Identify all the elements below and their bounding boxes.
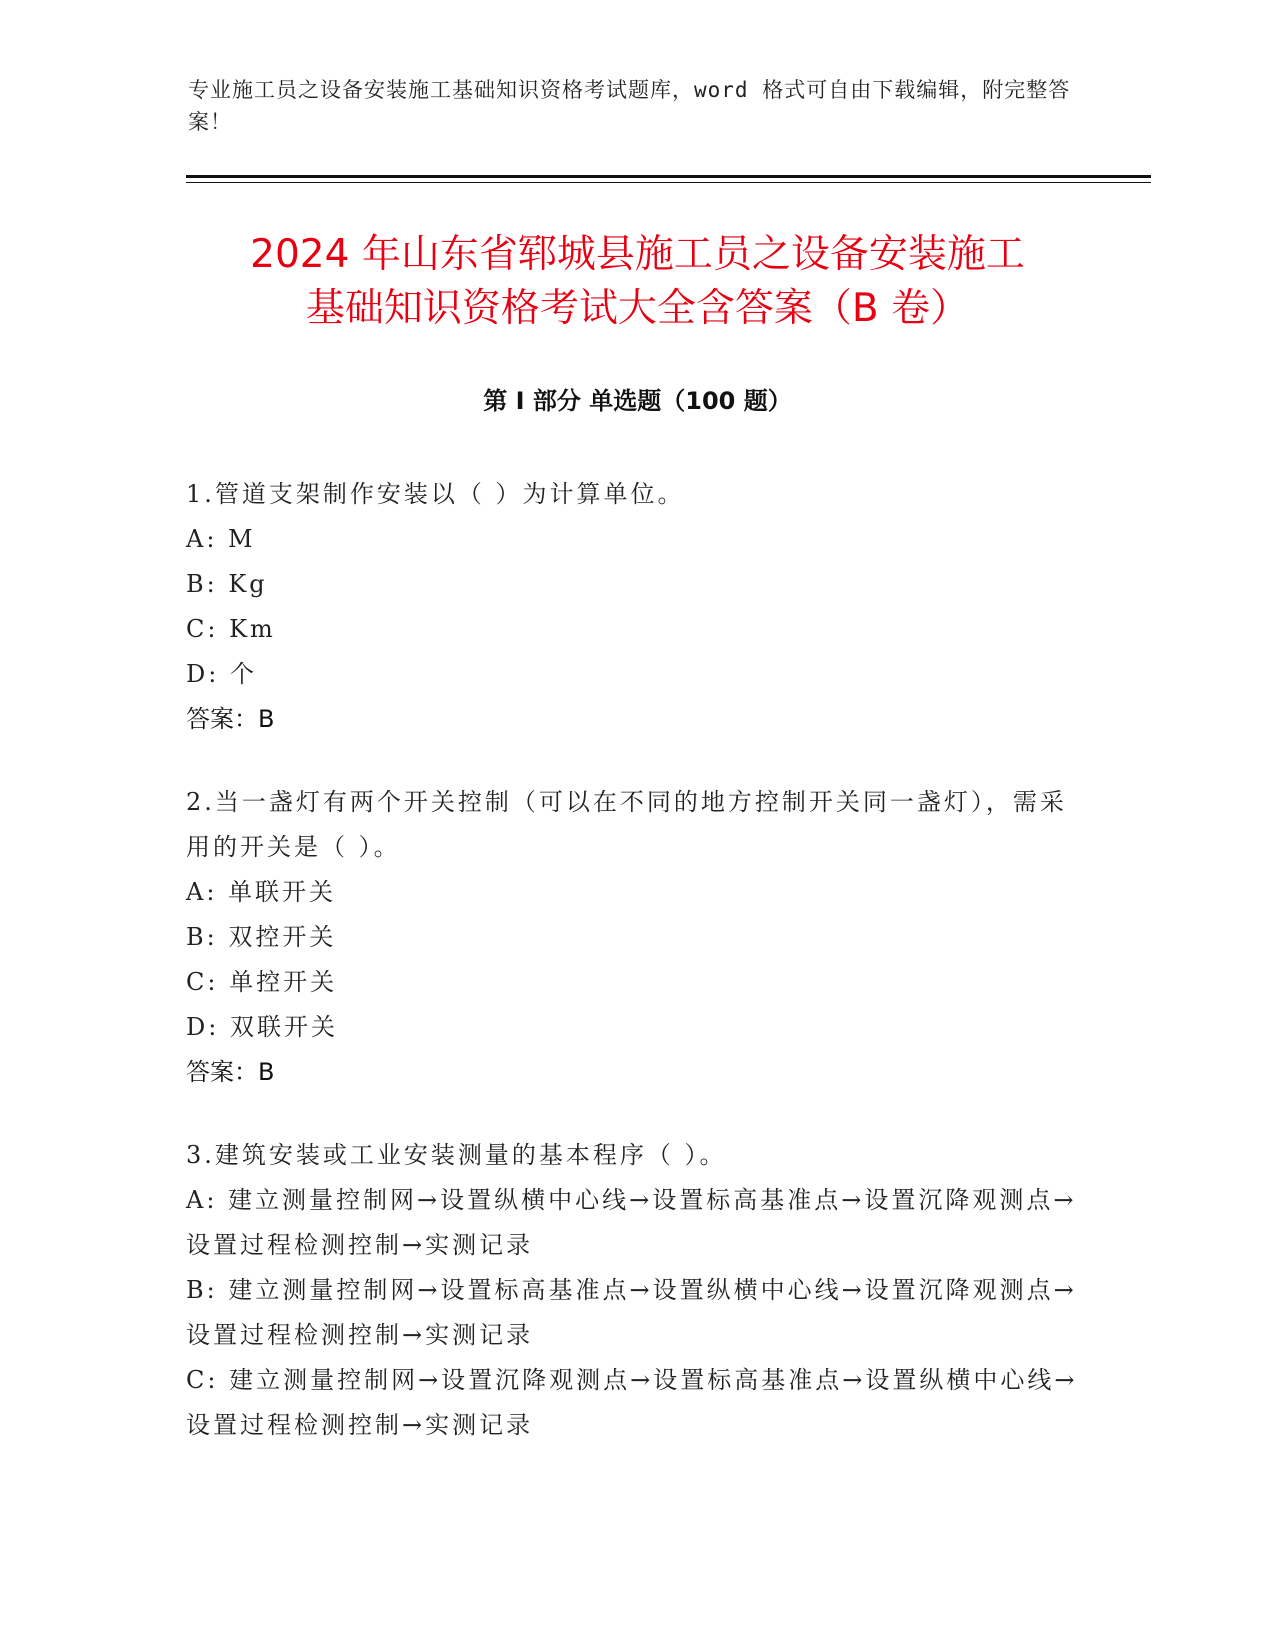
option-c: C: 单控开关	[186, 968, 338, 996]
option-d: D: 双联开关	[186, 1013, 338, 1041]
question-3	[186, 1133, 1086, 1448]
option-b: B: Kg	[186, 570, 268, 598]
question-stem: 1.管道支架制作安装以（ ）为计算单位。	[186, 480, 685, 508]
header-rule-thin	[186, 182, 1151, 183]
option-a: A: 建立测量控制网→设置纵横中心线→设置标高基准点→设置沉降观测点→设置过程检测控制→实测记录	[186, 1186, 1077, 1259]
answer: 答案：B	[186, 705, 275, 733]
option-a: A: 单联开关	[186, 878, 337, 906]
question-1	[186, 472, 1086, 742]
option-a: A: M	[186, 525, 256, 553]
section-title: 第 I 部分 单选题（100 题）	[483, 387, 792, 415]
question-2	[186, 780, 1086, 1095]
document-title	[150, 228, 1125, 336]
option-c: C: 建立测量控制网→设置沉降观测点→设置标高基准点→设置纵横中心线→设置过程检测控制→实测记录	[186, 1366, 1078, 1439]
question-stem: 3.建筑安装或工业安装测量的基本程序（ ）。	[186, 1141, 727, 1169]
option-c: C: Km	[186, 615, 276, 643]
document-title-line-2: 基础知识资格考试大全含答案（B 卷）	[305, 286, 970, 331]
question-stem: 2.当一盏灯有两个开关控制（可以在不同的地方控制开关同一盏灯），需采用的开关是（ ）。	[186, 788, 1067, 861]
option-d: D: 个	[186, 660, 257, 688]
answer: 答案：B	[186, 1058, 275, 1086]
header-note: 专业施工员之设备安装施工基础知识资格考试题库，word 格式可自由下载编辑，附完整答案！	[188, 78, 1071, 134]
question-list	[186, 472, 1086, 1486]
header-rule-thick	[186, 175, 1151, 178]
option-b: B: 建立测量控制网→设置标高基准点→设置纵横中心线→设置沉降观测点→设置过程检测控制→实测记录	[186, 1276, 1077, 1349]
option-b: B: 双控开关	[186, 923, 337, 951]
document-title-line-1: 2024 年山东省郓城县施工员之设备安装施工	[250, 232, 1025, 277]
